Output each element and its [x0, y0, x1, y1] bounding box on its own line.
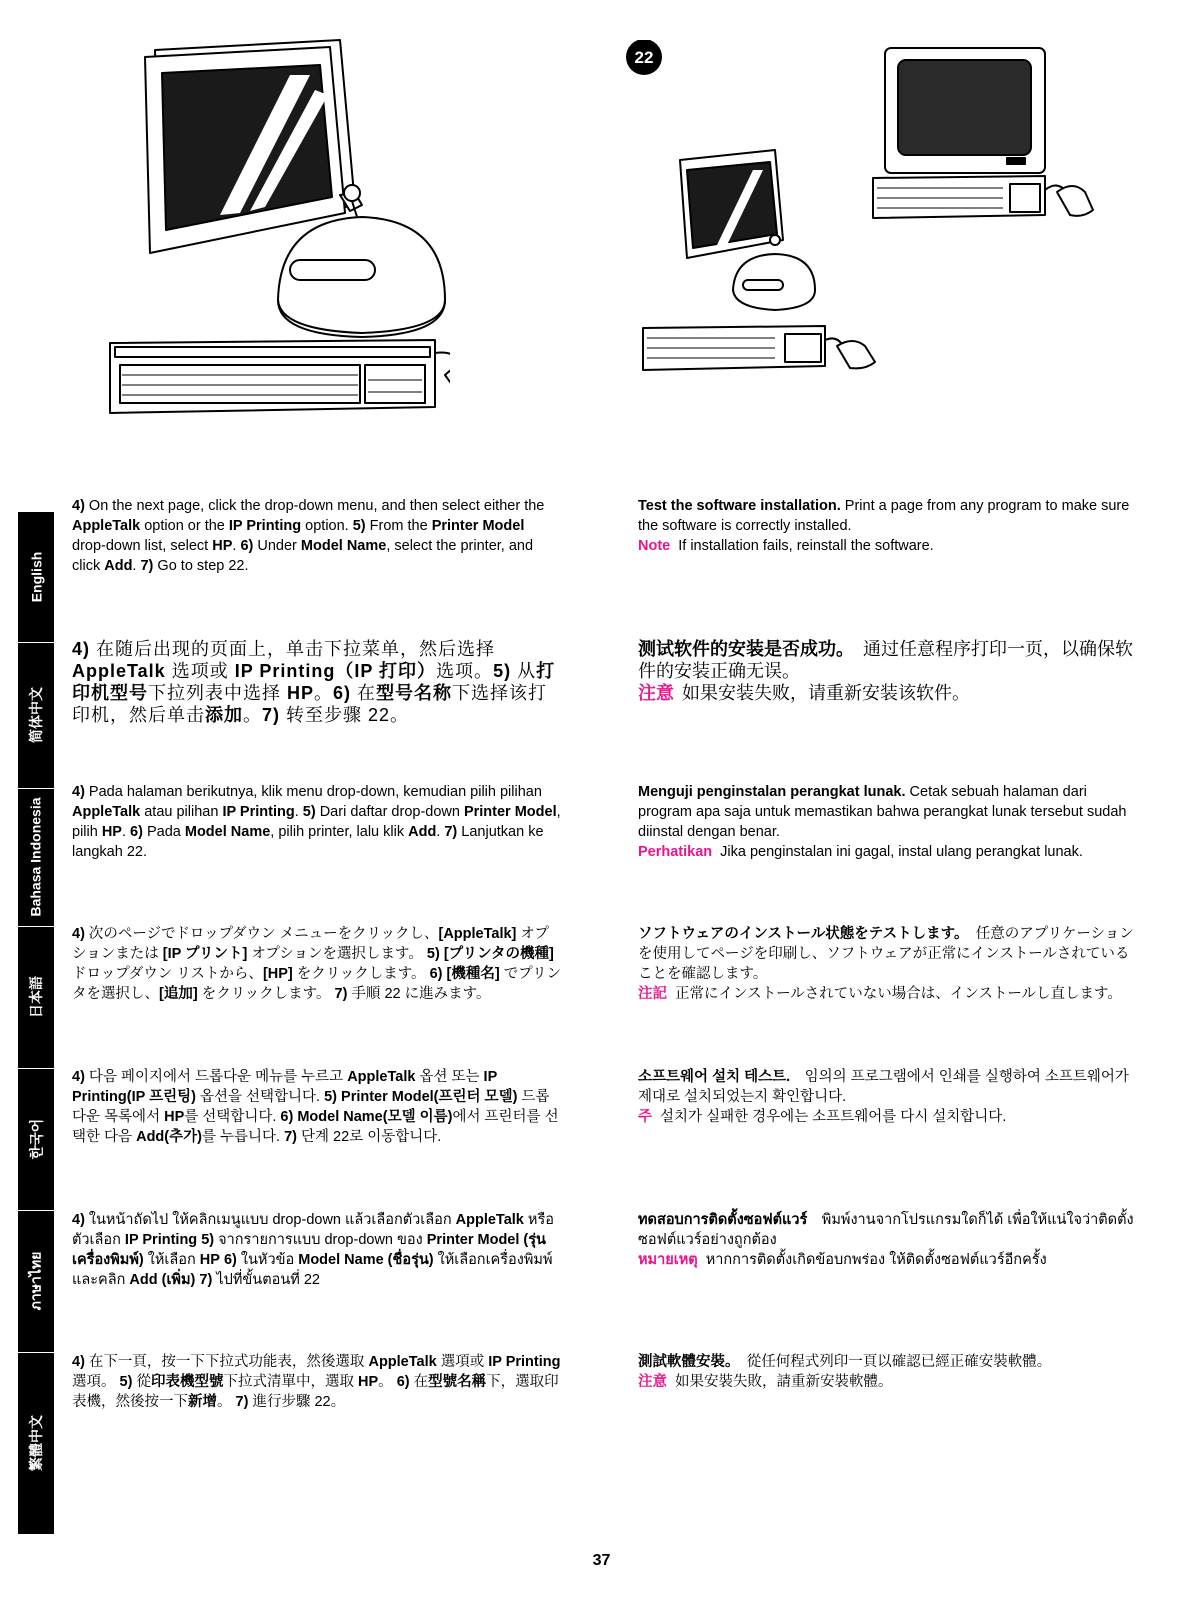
japanese-test: ソフトウェアのインストール状態をテストします。 任意のアプリケーションを使用してページを印刷し、ソフトウェアが正常にインストールされていることを確認します。 注記 正常にインストールされていない場合は、インストールし直します。	[638, 926, 1134, 1002]
zh-tw-test-heading: 測試軟體安裝。	[638, 1354, 733, 1370]
korean-instructions: 4) 다음 페이지에서 드롭다운 메뉴를 누르고 AppleTalk 옵션 또는 IP Printing(IP 프린팅) 옵션을 선택합니다. 5) Printer Model(프린터 모델) 드롭다운 목록에서 HP를 선택합니다. 6) Model Name(모델 이름)에서 프린터를 선택한 다음 Add(추가)를 누릅니다. 7) 단계 22로 이동합니다.	[72, 1069, 559, 1145]
english-note-label: Note	[638, 538, 671, 554]
lang-tab-zh-cn: 简体中文	[18, 642, 54, 789]
english-instructions: 4) On the next page, click the drop-down menu, and then select either the AppleTalk option or the IP Printing option. 5) From the Printer Model drop-down list, select HP. 6) Under Model Name, select the printer, and click Add. 7) Go to step 22.	[72, 498, 545, 574]
indonesian-test: Menguji penginstalan perangkat lunak. Cetak sebuah halaman dari program apa saja untuk memastikan bahwa perangkat lunak tersebut sudah diinstal dengan benar. Perhatikan Jika penginstalan ini gagal, instal ulang perangkat lunak.	[638, 784, 1127, 860]
lang-tab-indonesian: Bahasa Indonesia	[18, 788, 54, 927]
thai-test: ทดสอบการติดตั้งซอฟต์แวร์ พิมพ์งานจากโปรแกรมใดก็ได้ เพื่อให้แน่ใจว่าติดตั้งซอฟต์แวร์อย่างถูกต้อง หมายเหตุ หากการติดตั้งเกิดข้อบกพร่อง ให้ติดตั้งซอฟต์แวร์อีกครั้ง	[638, 1212, 1134, 1268]
language-sidebar	[18, 512, 54, 1534]
zh-cn-test: 测试软件的安装是否成功。 通过任意程序打印一页，以确保软件的安装正确无误。 注意 如果安装失败，请重新安装该软件。	[638, 639, 1133, 703]
english-test: Test the software installation. Print a page from any program to make sure the software is correctly installed. Note If installation fails, reinstall the software.	[638, 498, 1130, 554]
step-badge-number: 22	[634, 48, 654, 67]
zh-cn-test-heading: 测试软件的安装是否成功。	[638, 639, 845, 659]
thai-note-label: หมายเหตุ	[638, 1252, 698, 1268]
lang-tab-korean: 한국어	[18, 1068, 54, 1211]
lang-tab-zh-tw: 繁體中文	[28, 1415, 44, 1471]
zh-cn-note-label: 注意	[638, 683, 674, 703]
lang-tab-thai: ภาษาไทย	[18, 1210, 54, 1353]
japanese-note-label: 注記	[638, 986, 667, 1002]
indonesian-note-label: Perhatikan	[638, 844, 713, 860]
japanese-test-heading: ソフトウェアのインストール状態をテストします。	[638, 926, 962, 942]
page-number: 37	[592, 1552, 611, 1569]
korean-note-label: 주	[638, 1109, 653, 1125]
korean-test-heading: 소프트웨어 설치 테스트.	[638, 1069, 791, 1085]
english-test-heading: Test the software installation.	[638, 498, 841, 514]
zh-tw-instructions: 4) 在下一頁，按一下下拉式功能表，然後選取 AppleTalk 選項或 IP Printing 選項。 5) 從印表機型號下拉式清單中，選取 HP。 6) 在型號名稱下，選取印表機，然後按一下新增。 7) 進行步驟 22。	[72, 1354, 561, 1410]
japanese-instructions: 4) 次のページでドロップダウン メニューをクリックし、[AppleTalk] オプションまたは [IP プリント] オプションを選択します。 5) [プリンタの機種] ドロップダウン リストから、[HP] をクリックします。 6) [機種名] でプリンタを選択し、[追加] をクリックします。 7) 手順 22 に進みます。	[72, 926, 562, 1002]
imac-illustration	[100, 35, 450, 425]
lang-tab-japanese: 日本語	[18, 926, 54, 1069]
indonesian-test-heading: Menguji penginstalan perangkat lunak.	[638, 784, 906, 800]
thai-instructions: 4) ในหน้าถัดไป ให้คลิกเมนูแบบ drop-down แล้วเลือกตัวเลือก AppleTalk หรือตัวเลือก IP Printing 5) จากรายการแบบ drop-down ของ Printer Model (รุ่นเครื่องพิมพ์) ให้เลือก HP 6) ในหัวข้อ Model Name (ชื่อรุ่น) ให้เลือกเครื่องพิมพ์ และคลิก Add (เพิ่ม) 7) ไปที่ขั้นตอนที่ 22	[72, 1212, 554, 1288]
lang-tab-english: English	[18, 512, 54, 643]
zh-tw-test: 測試軟體安裝。 從任何程式列印一頁以確認已經正確安裝軟體。 注意 如果安裝失敗，請重新安裝軟體。	[638, 1354, 1052, 1390]
zh-cn-instructions: 4) 在随后出现的页面上，单击下拉菜单，然后选择 AppleTalk 选项或 IP Printing（IP 打印）选项。5) 从打印机型号下拉列表中选择 HP。6) 在型号名称下选择该打印机，然后单击添加。7) 转至步骤 22。	[72, 639, 556, 725]
computers-illustration	[625, 40, 1115, 380]
zh-tw-note-label: 注意	[638, 1374, 667, 1390]
thai-test-heading: ทดสอบการติดตั้งซอฟต์แวร์	[638, 1212, 808, 1228]
indonesian-instructions: 4) Pada halaman berikutnya, klik menu drop-down, kemudian pilih pilihan AppleTalk atau pilihan IP Printing. 5) Dari daftar drop-down Printer Model, pilih HP. 6) Pada Model Name, pilih printer, lalu klik Add. 7) Lanjutkan ke langkah 22.	[72, 784, 561, 860]
korean-test: 소프트웨어 설치 테스트. 임의의 프로그램에서 인쇄를 실행하여 소프트웨어가 제대로 설치되었는지 확인합니다. 주 설치가 실패한 경우에는 소프트웨어를 다시 설치합니다.	[638, 1069, 1129, 1125]
